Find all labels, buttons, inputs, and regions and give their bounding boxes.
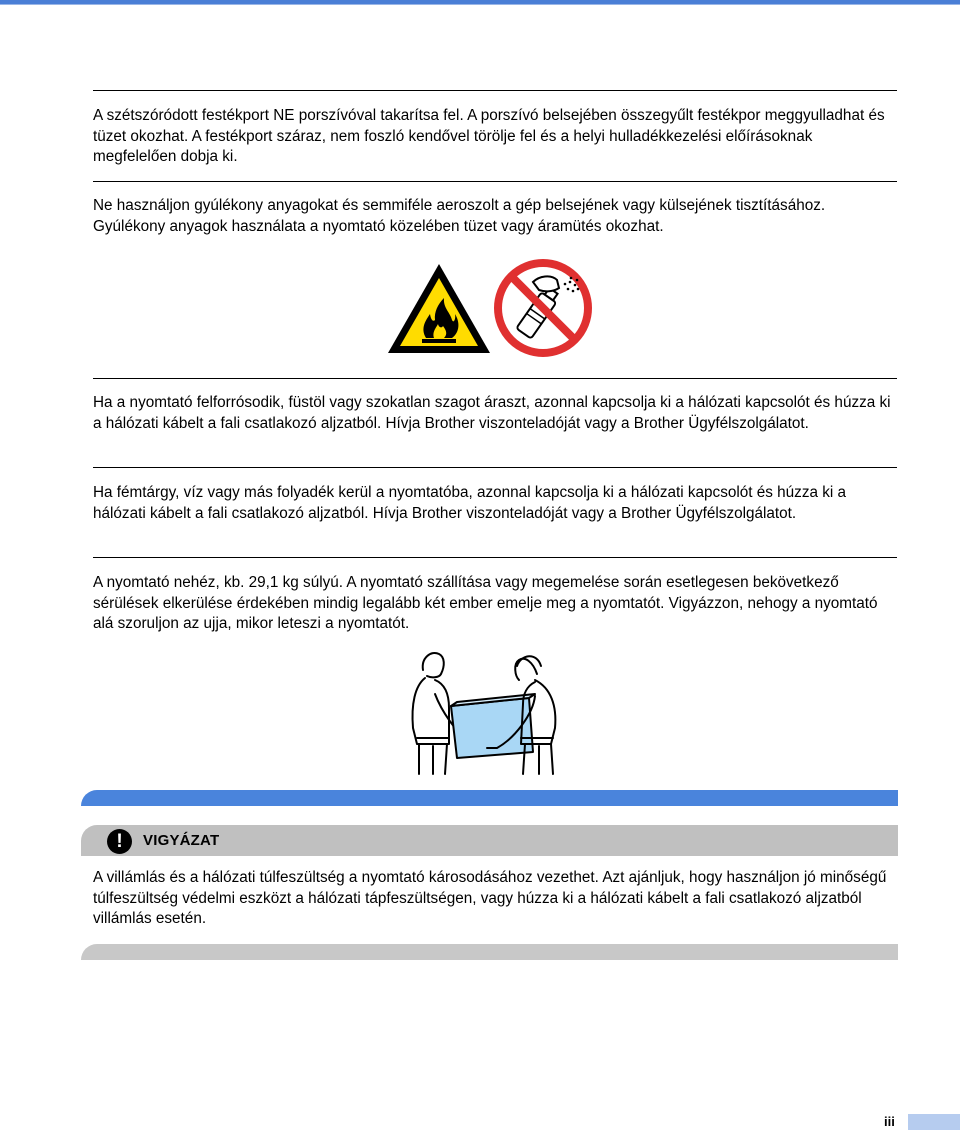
- flammable-warning-icon: [386, 262, 492, 356]
- two-person-lift-illustration: [405, 648, 570, 778]
- paragraph-toner-cleanup: A szétszóródott festékport NE porszívóval takarítsa fel. A porszívó belsejében összegyűlt festékpor meggyulladhat és tüzet okozhat. A festékport száraz, nem foszló kendővel törölje fel és a helyi hulladékkezelési előírásoknak megfelelően dobja ki.: [93, 107, 885, 166]
- paragraph-overheating: Ha a nyomtató felforrósodik, füstöl vagy szokatlan szagot áraszt, azonnal kapcsolja ki a hálózati kapcsolót és húzza ki a hálózati kábelt a fali csatlakozó aljzatból. Hívja Brother viszonteladóját vagy a Brother Ügyfélszolgálatot.: [93, 394, 891, 432]
- section-divider-band: [81, 790, 898, 806]
- top-border-shadow: [0, 4, 960, 5]
- paragraph-flammable: Ne használjon gyúlékony anyagokat és semmiféle aeroszolt a gép belsejének vagy külsejének tisztításához. Gyúlékony anyagok használata a nyomtató közelében tüzet vagy áramütés okozhat.: [93, 197, 826, 235]
- no-aerosol-spray-icon: [493, 258, 593, 358]
- separator-5: [93, 557, 897, 558]
- caution-title: VIGYÁZAT: [143, 832, 220, 849]
- page-number-tab: [908, 1114, 960, 1130]
- page-number: iii: [884, 1114, 895, 1129]
- separator-1: [93, 90, 897, 91]
- separator-4: [93, 467, 897, 468]
- separator-3: [93, 378, 897, 379]
- caution-text: A villámlás és a hálózati túlfeszültség a nyomtató károsodásához vezethet. Azt ajánljuk, hogy használjon jó minőségű túlfeszültség védelmi eszközt a hálózati tápfeszültségen, vagy húzza ki a hálózati kábelt a fali csatlakozó aljzatból villámlás esetén.: [93, 869, 887, 928]
- caution-footer-bar: [81, 944, 898, 960]
- exclamation-icon: !: [107, 829, 132, 854]
- paragraph-weight: A nyomtató nehéz, kb. 29,1 kg súlyú. A nyomtató szállítása vagy megemelése során esetlegesen bekövetkező sérülések elkerülése érdekében mindig legalább két ember emelje meg a nyomtatót. Vigyázzon, nehogy a nyomtató alá szoruljon az ujja, mikor leteszi a nyomtatót.: [93, 574, 878, 633]
- separator-2: [93, 181, 897, 182]
- paragraph-liquid: Ha fémtárgy, víz vagy más folyadék kerül a nyomtatóba, azonnal kapcsolja ki a hálózati kapcsolót és húzza ki a hálózati kábelt a fali csatlakozó aljzatból. Hívja Brother viszonteladóját vagy a Brother Ügyfélszolgálatot.: [93, 484, 847, 522]
